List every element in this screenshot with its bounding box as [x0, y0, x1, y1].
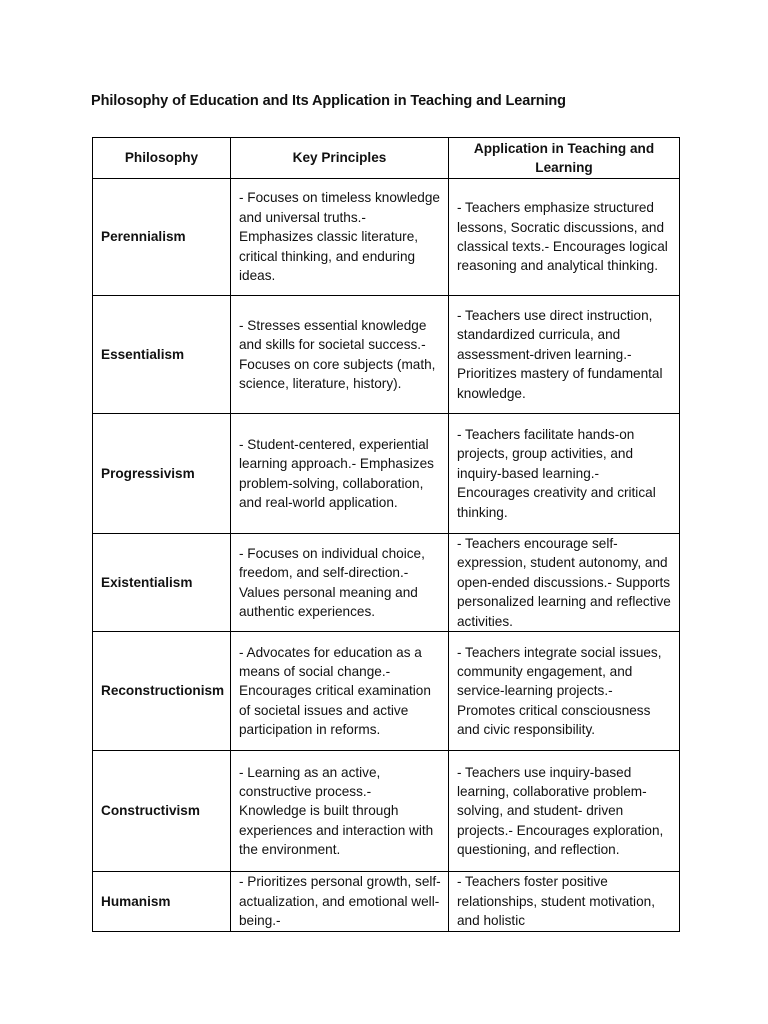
table-row	[93, 632, 680, 751]
application-cell: - Teachers facilitate hands-on projects, group activities, and inquiry-based learning.- Encourages creativity and critical thinking.	[449, 414, 680, 534]
application-cell: - Teachers use direct instruction, standardized curricula, and assessment-driven learning.- Prioritizes mastery of fundamental knowledge.	[449, 296, 680, 414]
philosophy-name: Reconstructionism	[93, 632, 231, 751]
table-header-row	[93, 138, 680, 179]
key-principles-cell: - Focuses on timeless knowledge and universal truths.- Emphasizes classic literature, critical thinking, and enduring ideas.	[231, 179, 449, 296]
philosophy-table	[92, 137, 680, 932]
philosophy-name: Constructivism	[93, 751, 231, 872]
table-row	[93, 296, 680, 414]
table-row	[93, 414, 680, 534]
header-philosophy: Philosophy	[93, 138, 231, 179]
key-principles-cell: - Stresses essential knowledge and skills for societal success.- Focuses on core subjects (math, science, literature, history).	[231, 296, 449, 414]
header-application: Application in Teaching and Learning	[449, 138, 680, 179]
header-key-principles: Key Principles	[231, 138, 449, 179]
application-cell: - Teachers integrate social issues, community engagement, and service-learning projects.- Promotes critical consciousness and civic responsibility.	[449, 632, 680, 751]
table-row	[93, 534, 680, 632]
philosophy-name: Existentialism	[93, 534, 231, 632]
application-cell: - Teachers encourage self-expression, student autonomy, and open-ended discussions.- Supports personalized learning and reflective activities.	[449, 534, 680, 632]
table-row	[93, 179, 680, 296]
application-cell: - Teachers foster positive relationships, student motivation, and holistic	[449, 872, 680, 932]
key-principles-cell: - Focuses on individual choice, freedom, and self-direction.- Values personal meaning and authentic experiences.	[231, 534, 449, 632]
key-principles-cell: - Student-centered, experiential learning approach.- Emphasizes problem-solving, collaboration, and real-world application.	[231, 414, 449, 534]
document-title: Philosophy of Education and Its Application in Teaching and Learning	[91, 93, 566, 109]
table-row	[93, 751, 680, 872]
key-principles-cell: - Prioritizes personal growth, self-actualization, and emotional well-being.-	[231, 872, 449, 932]
philosophy-name: Perennialism	[93, 179, 231, 296]
key-principles-cell: - Learning as an active, constructive process.- Knowledge is built through experiences and interaction with the environment.	[231, 751, 449, 872]
philosophy-name: Progressivism	[93, 414, 231, 534]
table-row	[93, 872, 680, 932]
philosophy-name: Humanism	[93, 872, 231, 932]
application-cell: - Teachers use inquiry-based learning, collaborative problem-solving, and student- driven projects.- Encourages exploration, questioning, and reflection.	[449, 751, 680, 872]
philosophy-name: Essentialism	[93, 296, 231, 414]
key-principles-cell: - Advocates for education as a means of social change.- Encourages critical examination of societal issues and active participation in reforms.	[231, 632, 449, 751]
application-cell: - Teachers emphasize structured lessons, Socratic discussions, and classical texts.- Encourages logical reasoning and analytical thinking.	[449, 179, 680, 296]
